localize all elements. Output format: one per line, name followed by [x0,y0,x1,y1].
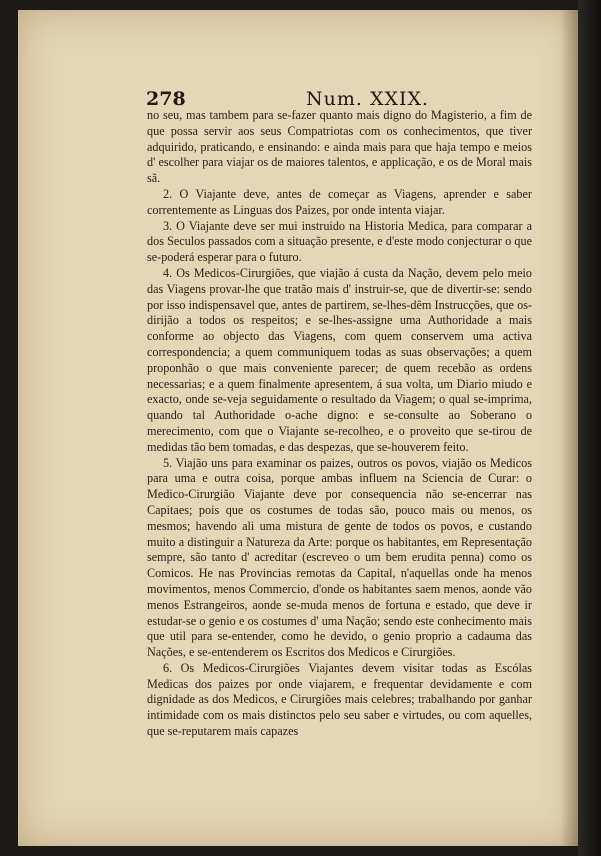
paragraph-continuation: no seu, mas tambem para se-fazer quanto mais digno do Magisterio, a fim de que possa servir aos seus Compatriotas com os conhecimentos, que tiver adquirido, praticando, e ensinando: e ainda mais para que haja tempo e meios d' escolher para viajar os de maiores talentos, e applicação, e os de Moral mais sã. [147,108,532,186]
paragraph-4: 4. Os Medicos-Cirurgiões, que viajão á custa da Nação, devem pelo meio das Viagens provar-lhe que tratão mais d' instruir-se, que de divertir-se: sendo por isso indispensavel que, antes de partirem, se-lhes-dêm Instrucções, que os-dirijão a todos os respeitos; e se-lhes-assigne uma Authoridade a mais conforme ao objecto das Viagens, com quem conservem uma activa correspondencia; a quem communiquem todas as suas observações; a quem proponhão o que mais conveniente parecer; de quem recebão as ordens necessarias; e a quem finalmente apresentem, á sua volta, um Diario miudo e exacto, onde se-veja seguidamente o resultado da Viagem; o qual se-imprima, quando tal Authoridade o-ache digno: e se-consulte ao Soberano o merecimento, com que o Viajante se-recolheo, e o proveito que se-tirou de medidas tão bem tomadas, e das despezas, que se-houverem feito. [147,265,532,454]
paragraph-6: 6. Os Medicos-Cirurgiões Viajantes devem visitar todas as Escólas Medicas dos paizes por onde viajarem, e frequentar devidamente e com dignidade as dos Medicos, e Cirurgiões mais celebres; trabalhando por ganhar intimidade com os mais distinctos pelo seu saber e virtudes, ou com aquelles, que se-reputarem mais capazes [147,660,532,739]
body-text [147,108,532,740]
paragraph-2: 2. O Viajante deve, antes de começar as Viagens, aprender e saber correntemente as Linguas dos Paizes, por onde intenta viajar. [147,186,532,217]
paragraph-5: 5. Viajão uns para examinar os paizes, outros os povos, viajão os Medicos para uma e outra coisa, porque ambas influem na Sciencia de Curar: o Medico-Cirurgião Viajante deve por consequencia não se-encerrar nas Capitaes; pois que os costumes de todas são, pouco mais ou menos, os mesmos; havendo ali uma mistura de gente de todos os povos, e custando muito a distinguir a Natureza da Arte: porque os habitantes, em Representação sempre, são tanto d' acreditar (escreveo o um bem erudita penna) como os Comicos. He nas Provincias remotas da Capital, n'aquellas onde ha menos movimentos, menos Commercio, d'onde os habitantes saem menos, aonde vão menos Estrangeiros, aonde se-muda menos de fortuna e estado, que deve ir estudar-se o genio e os costumes d' uma Nação; sendo este conhecimento mais que util para se-entender, como he devido, o genio proprio a cadauma das Nações, e se-entenderem os Escritos dos Medicos e Cirurgiões. [147,455,532,660]
page-number: 278 [146,88,186,110]
page-heading: Num. XXIX. [306,88,430,110]
adjacent-page-edge [578,0,601,856]
paragraph-3: 3. O Viajante deve ser mui instruido na Historia Medica, para comparar a dos Seculos passados com a situação presente, e d'este modo conjecturar o que se-poderá esperar para o futuro. [147,218,532,265]
